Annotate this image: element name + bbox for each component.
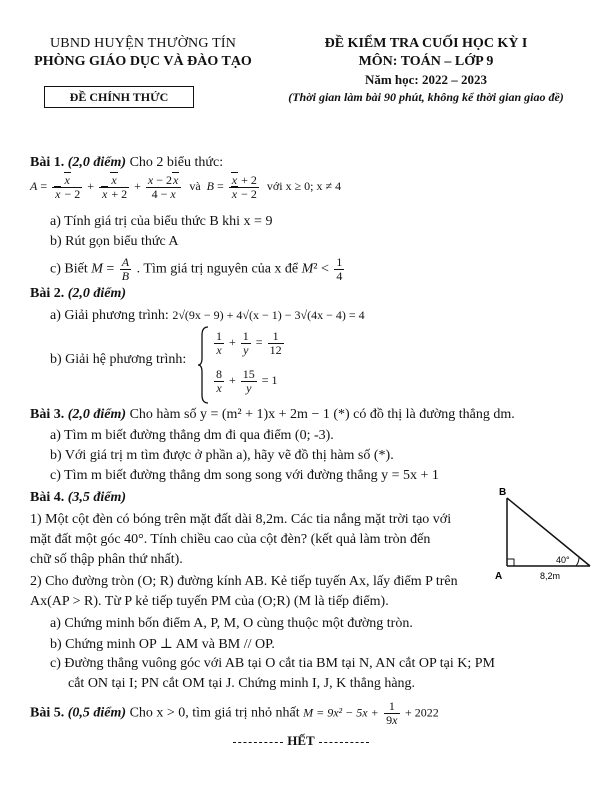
header-right [258,36,594,105]
system-brace-icon [198,325,210,405]
bai2-points: (2,0 điểm) [67,286,127,301]
right-angle-mark [507,559,514,566]
bai4-part-a: a) Chứng minh bốn điểm A, P, M, O cùng thuộc một đường tròn. [50,616,413,631]
bai1-formulas: A = $\frac{x}{x - 2}$ + $\frac{x}{x + 2}$ + $\frac{x - 2x}{4 - x}$ và B = $\frac{x + 2}{x - 2}$ với x ≥ 0; x ≠ 4 [30,173,342,201]
bai5-pre: Cho x > 0, tìm giá trị nhỏ nhất [129,705,300,721]
bai3-part-c: c) Tìm m biết đường thẳng dm song song với đường thẳng y = 5x + 1 [50,468,439,483]
duration-note: (Thời gian làm bài 90 phút, không kể thời gian giao đề) [288,90,564,104]
bai4-part-b: b) Chứng minh OP ⊥ AM và BM // OP. [50,637,275,652]
bai2-a-equation: 2√(9x − 9) + 4√(x − 1) − 3√(4x − 4) = 4 [172,308,365,322]
bai4-p1-line1: 1) Một cột đèn có bóng trên mặt đất dài 8,2m. Các tia nắng mặt trời tạo với [30,512,452,527]
school-year: Năm học: 2022 – 2023 [364,72,488,87]
bai1-intro: Cho 2 biểu thức: [129,155,224,170]
fig-label-a: A [495,571,503,582]
exam-title: ĐỀ KIỂM TRA CUỐI HỌC KỲ I [324,36,528,51]
bai5-label: Bài 5. [30,705,65,721]
bai4-p2-line2: Ax(AP > R). Từ P kẻ tiếp tuyến PM của (O;R) (M là tiếp điểm). [30,594,389,609]
system-eq-2: $\frac{8}{x}$ + $\frac{15}{y}$ = 1 [216,367,278,395]
bai4-points: (3,5 điểm) [67,490,127,505]
sun-ray-line [507,498,590,566]
angle-arc [576,557,579,566]
bai2-part-b: b) Giải hệ phương trình: [50,352,187,367]
bai2-heading [30,286,126,302]
department-name: PHÒNG GIÁO DỤC VÀ ĐÀO TẠO [34,54,252,69]
bai3-intro: Cho hàm số y = (m² + 1)x + 2m − 1 (*) có đồ thị là đường thẳng dm. [129,407,515,422]
bai1-heading [30,155,223,171]
fig-angle: 40° [556,555,570,565]
bai1-points: (2,0 điểm) [67,155,127,170]
bai1-c-pre: c) Biết [50,261,88,277]
bai5-m-rhs: + 2022 [405,705,439,720]
official-badge: ĐỀ CHÍNH THỨC [44,86,194,108]
bai3-part-b: b) Với giá trị m tìm được ở phần a), hãy vẽ đồ thị hàm số (*). [50,448,394,463]
bai1-label: Bài 1. [30,155,65,170]
bai2-label: Bài 2. [30,286,65,301]
bai4-p1-line2: mặt đất một góc 40°. Tính chiều cao của cột đèn? (kết quả làm tròn đến [30,532,431,547]
bai5-line: Bài 5. (0,5 điểm) Cho x > 0, tìm giá trị nhỏ nhất M = 9x² − 5x + $\frac{1}{9x}$ + 2022 [30,699,439,727]
bai1-part-a: a) Tính giá trị của biểu thức B khi x = 9 [50,214,273,229]
bai1-part-c: c) Biết M = $\frac{A}{B}$ . Tìm giá trị nguyên của x để M² < $\frac{1}{4}$ [50,255,343,283]
bai1-condition: với x ≥ 0; x ≠ 4 [266,178,342,193]
bai3-points: (2,0 điểm) [67,407,127,422]
bai3-label: Bài 3. [30,407,65,422]
bai4-heading [30,490,126,506]
bai2-a-text: a) Giải phương trình: [50,308,169,323]
bai4-p2-line1: 2) Cho đường tròn (O; R) đường kính AB. Kẻ tiếp tuyến Ax, lấy điểm P trên [30,574,458,589]
bai5-m-lhs: M = 9x² − 5x + [303,705,379,720]
header-left [28,36,258,70]
bai3-heading [30,407,515,423]
bai1-part-b: b) Rút gọn biểu thức A [50,234,179,249]
lamp-post-figure [492,486,596,582]
bai2-part-a [50,308,365,324]
bai1-c-mid: . Tìm giá trị nguyên của x để [136,261,299,277]
district-name: UBND HUYỆN THƯỜNG TÍN [49,36,237,51]
system-eq-1: $\frac{1}{x}$ + $\frac{1}{y}$ = $\frac{1}{12}$ [216,329,282,357]
fig-length: 8,2m [540,571,561,581]
end-text: HẾT [287,733,315,748]
bai5-points: (0,5 điểm) [67,705,127,721]
bai4-part-c-line1: c) Đường thẳng vuông góc với AB tại O cắt tia BM tại N, AN cắt OP tại K; PM [50,656,495,671]
fig-label-b: B [499,487,507,498]
end-marker [0,733,602,749]
bai4-part-c-line2: cắt ON tại I; PN cắt OM tại J. Chứng minh I, J, K thẳng hàng. [68,676,416,691]
bai4-label: Bài 4. [30,490,65,505]
bai4-p1-line3: chữ số thập phân thứ nhất). [30,552,183,567]
bai3-part-a: a) Tìm m biết đường thẳng dm đi qua điểm (0; -3). [50,428,334,443]
subject-line: MÔN: TOÁN – LỚP 9 [358,54,494,69]
